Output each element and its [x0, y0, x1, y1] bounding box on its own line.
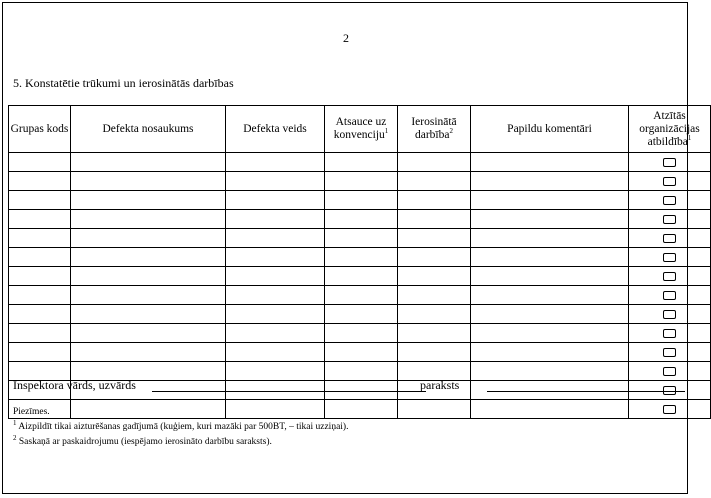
cell-ro-responsible[interactable]: [629, 305, 711, 324]
cell-defect-type[interactable]: [226, 172, 325, 191]
cell-convention-ref[interactable]: [325, 229, 398, 248]
cell-defect-type[interactable]: [226, 191, 325, 210]
cell-proposed-action[interactable]: [398, 305, 471, 324]
header-defect-name: Defekta nosaukums: [71, 106, 226, 153]
ro-responsible-checkbox[interactable]: [663, 177, 676, 186]
cell-comments[interactable]: [471, 267, 629, 286]
cell-defect-name[interactable]: [71, 343, 226, 362]
cell-proposed-action[interactable]: [398, 400, 471, 419]
cell-proposed-action[interactable]: [398, 191, 471, 210]
cell-defect-name[interactable]: [71, 248, 226, 267]
cell-proposed-action[interactable]: [398, 153, 471, 172]
header-comments: Papildu komentāri: [471, 106, 629, 153]
cell-ro-responsible[interactable]: [629, 229, 711, 248]
cell-convention-ref[interactable]: [325, 172, 398, 191]
notes-title: Piezīmes.: [13, 407, 50, 417]
cell-proposed-action[interactable]: [398, 172, 471, 191]
cell-defect-type[interactable]: [226, 210, 325, 229]
table-row: [9, 191, 711, 210]
table-row: [9, 248, 711, 267]
cell-group-code[interactable]: [9, 305, 71, 324]
table-header-row: [9, 106, 711, 153]
table-row: [9, 286, 711, 305]
cell-defect-name[interactable]: [71, 191, 226, 210]
cell-comments[interactable]: [471, 153, 629, 172]
cell-defect-name[interactable]: [71, 286, 226, 305]
section-title: 5. Konstatētie trūkumi un ierosinātās darbības: [13, 76, 234, 90]
cell-ro-responsible[interactable]: [629, 343, 711, 362]
cell-group-code[interactable]: [9, 191, 71, 210]
cell-ro-responsible[interactable]: [629, 172, 711, 191]
signature-label: paraksts: [420, 378, 460, 392]
cell-comments[interactable]: [471, 324, 629, 343]
header-proposed-action: Ierosinātā darbība$^2$: [398, 106, 471, 153]
note-2: $^2$ Saskaņā ar paskaidrojumu (iespējamo ierosināto darbību saraksts).: [13, 434, 272, 448]
cell-ro-responsible[interactable]: [629, 153, 711, 172]
cell-defect-name[interactable]: [71, 305, 226, 324]
cell-ro-responsible[interactable]: [629, 248, 711, 267]
cell-defect-type[interactable]: [226, 267, 325, 286]
cell-defect-name[interactable]: [71, 229, 226, 248]
cell-group-code[interactable]: [9, 229, 71, 248]
cell-comments[interactable]: [471, 248, 629, 267]
cell-convention-ref[interactable]: [325, 153, 398, 172]
cell-comments[interactable]: [471, 172, 629, 191]
ro-responsible-checkbox[interactable]: [663, 158, 676, 167]
signature-field[interactable]: [487, 391, 685, 392]
table-row: [9, 267, 711, 286]
table-row: [9, 305, 711, 324]
cell-group-code[interactable]: [9, 172, 71, 191]
header-defect-type: Defekta veids: [226, 106, 325, 153]
cell-convention-ref[interactable]: [325, 210, 398, 229]
cell-ro-responsible[interactable]: [629, 210, 711, 229]
cell-defect-type[interactable]: [226, 286, 325, 305]
cell-convention-ref[interactable]: [325, 324, 398, 343]
cell-group-code[interactable]: [9, 153, 71, 172]
ro-responsible-checkbox[interactable]: [663, 291, 676, 300]
cell-group-code[interactable]: [9, 324, 71, 343]
table-row: [9, 324, 711, 343]
cell-group-code[interactable]: [9, 210, 71, 229]
signature-row: [13, 375, 685, 395]
cell-defect-type[interactable]: [226, 324, 325, 343]
header-ro-responsible: Atzītās organizācijas atbildība$^1$: [629, 106, 711, 153]
page-number: 2: [343, 31, 349, 45]
cell-convention-ref[interactable]: [325, 191, 398, 210]
cell-proposed-action[interactable]: [398, 267, 471, 286]
cell-comments[interactable]: [471, 191, 629, 210]
cell-comments[interactable]: [471, 343, 629, 362]
cell-proposed-action[interactable]: [398, 286, 471, 305]
cell-defect-type[interactable]: [226, 305, 325, 324]
cell-defect-name[interactable]: [71, 153, 226, 172]
table-row: [9, 229, 711, 248]
cell-group-code[interactable]: [9, 343, 71, 362]
cell-convention-ref[interactable]: [325, 286, 398, 305]
header-convention-ref: Atsauce uz konvenciju$^1$: [325, 106, 398, 153]
ro-responsible-checkbox[interactable]: [663, 405, 676, 414]
cell-comments[interactable]: [471, 210, 629, 229]
cell-defect-name[interactable]: [71, 210, 226, 229]
table-row: [9, 172, 711, 191]
ro-responsible-checkbox[interactable]: [663, 348, 676, 357]
cell-comments[interactable]: [471, 286, 629, 305]
cell-convention-ref[interactable]: [325, 343, 398, 362]
cell-ro-responsible[interactable]: [629, 191, 711, 210]
cell-defect-type[interactable]: [226, 229, 325, 248]
cell-group-code[interactable]: [9, 267, 71, 286]
ro-responsible-checkbox[interactable]: [663, 310, 676, 319]
note-1: $^1$ Aizpildīt tikai aizturēšanas gadījumā (kuģiem, kuri mazāki par 500BT, – tikai uzziņai).: [13, 419, 349, 433]
table-row: [9, 153, 711, 172]
ro-responsible-checkbox[interactable]: [663, 215, 676, 224]
cell-convention-ref[interactable]: [325, 305, 398, 324]
cell-proposed-action[interactable]: [398, 343, 471, 362]
cell-defect-name[interactable]: [71, 172, 226, 191]
cell-convention-ref[interactable]: [325, 267, 398, 286]
ro-responsible-checkbox[interactable]: [663, 253, 676, 262]
header-group-code: Grupas kods: [9, 106, 71, 153]
cell-ro-responsible[interactable]: [629, 400, 711, 419]
notes: [13, 407, 348, 448]
cell-comments[interactable]: [471, 400, 629, 419]
table-row: [9, 343, 711, 362]
cell-comments[interactable]: [471, 229, 629, 248]
table-row: [9, 210, 711, 229]
cell-proposed-action[interactable]: [398, 248, 471, 267]
cell-defect-type[interactable]: [226, 248, 325, 267]
inspector-name-label: Inspektora vārds, uzvārds: [13, 378, 136, 392]
defects-table: [8, 105, 711, 419]
cell-proposed-action[interactable]: [398, 324, 471, 343]
cell-ro-responsible[interactable]: [629, 286, 711, 305]
cell-ro-responsible[interactable]: [629, 267, 711, 286]
cell-convention-ref[interactable]: [325, 248, 398, 267]
ro-responsible-checkbox[interactable]: [663, 234, 676, 243]
cell-group-code[interactable]: [9, 286, 71, 305]
cell-proposed-action[interactable]: [398, 210, 471, 229]
ro-responsible-checkbox[interactable]: [663, 329, 676, 338]
cell-proposed-action[interactable]: [398, 229, 471, 248]
cell-comments[interactable]: [471, 305, 629, 324]
ro-responsible-checkbox[interactable]: [663, 272, 676, 281]
cell-ro-responsible[interactable]: [629, 324, 711, 343]
cell-defect-type[interactable]: [226, 343, 325, 362]
cell-defect-name[interactable]: [71, 267, 226, 286]
ro-responsible-checkbox[interactable]: [663, 196, 676, 205]
cell-group-code[interactable]: [9, 248, 71, 267]
inspector-name-field[interactable]: [152, 391, 426, 392]
cell-defect-name[interactable]: [71, 324, 226, 343]
cell-defect-type[interactable]: [226, 153, 325, 172]
